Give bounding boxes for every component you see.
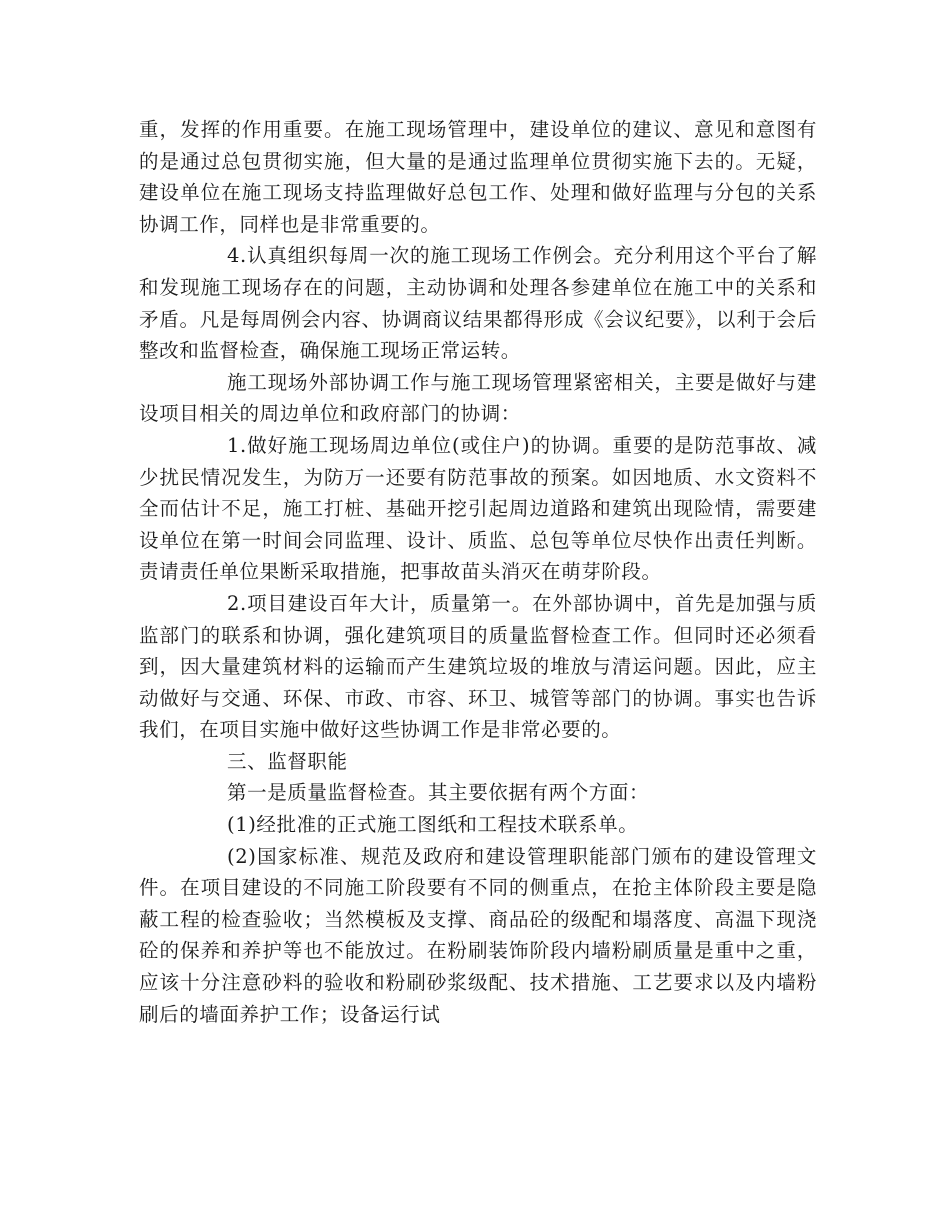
- body-text: [139, 114, 817, 1030]
- list-item-2: (2)国家标准、规范及政府和建设管理职能部门颁布的建设管理文件。在项目建设的不同施工阶段要有不同的侧重点，在抢主体阶段主要是隐蔽工程的检查验收；当然模板及支撑、商品砼的级配和塌落度、高温下现浇砼的保养和养护等也不能放过。在粉刷装饰阶段内墙粉刷质量是重中之重，应该十分注意砂料的验收和粉刷砂浆级配、技术措施、工艺要求以及内墙粉刷后的墙面养护工作；设备运行试: [139, 844, 817, 1026]
- paragraph-quality-first: 2.项目建设百年大计，质量第一。在外部协调中，首先是加强与质监部门的联系和协调，强化建筑项目的质量监督检查工作。但同时还必须看到，因大量建筑材料的运输而产生建筑垃圾的堆放与清运问题。因此，应主动做好与交通、环保、市政、市容、环卫、城管等部门的协调。事实也告诉我们，在项目实施中做好这些协调工作是非常必要的。: [139, 591, 817, 742]
- list-item-1: (1)经批准的正式施工图纸和工程技术联系单。: [227, 813, 639, 837]
- paragraph-continuation: 重，发挥的作用重要。在施工现场管理中，建设单位的建议、意见和意图有的是通过总包贯彻实施，但大量的是通过监理单位贯彻实施下去的。无疑，建设单位在施工现场支持监理做好总包工作、处理和做好监理与分包的关系协调工作，同样也是非常重要的。: [139, 118, 817, 236]
- section-heading-supervision: 三、监督职能: [227, 749, 348, 773]
- paragraph-external-coordination: 施工现场外部协调工作与施工现场管理紧密相关，主要是做好与建设项目相关的周边单位和政府部门的协调：: [139, 370, 817, 426]
- paragraph-weekly-meeting: 4.认真组织每周一次的施工现场工作例会。充分利用这个平台了解和发现施工现场存在的问题，主动协调和处理各参建单位在施工中的关系和矛盾。凡是每周例会内容、协调商议结果都得形成《会议纪要》，以利于会后整改和监督检查，确保施工现场正常运转。: [139, 244, 817, 363]
- paragraph-quality-inspection: 第一是质量监督检查。其主要依据有两个方面：: [227, 781, 650, 805]
- paragraph-neighbor-coordination: 1.做好施工现场周边单位(或住户)的协调。重要的是防范事故、减少扰民情况发生，为防万一还要有防范事故的预案。如因地质、水文资料不全而估计不足，施工打桩、基础开挖引起周边道路和建筑出现险情，需要建设单位在第一时间会同监理、设计、质监、总包等单位尽快作出责任判断。责请责任单位果断采取措施，把事故苗头消灭在萌芽阶段。: [139, 433, 817, 584]
